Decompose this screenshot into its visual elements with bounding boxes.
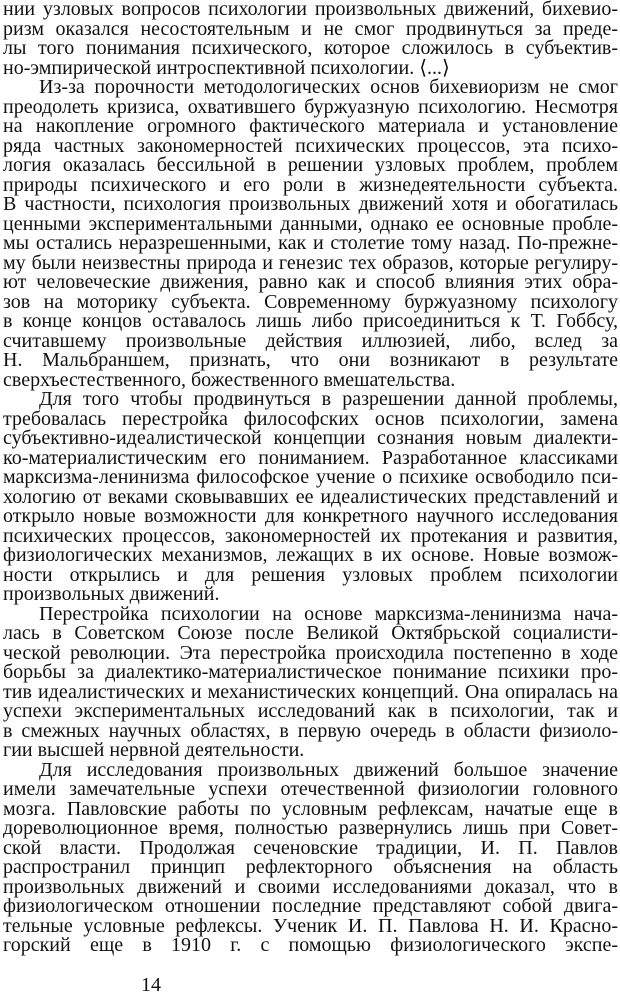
text-line: физиологических механизмов, лежащих в их основе. Новые возмож- [3,544,618,566]
text-line: сверхъестественного, божественного вмешательства. [3,368,456,391]
text-line: ской власти. Продолжая сеченовские традиции, И. П. Павлов [3,836,618,859]
paragraph-first-line: Из-за порочности методологических основ бихевиоризм не смог [39,76,618,98]
text-line: тельные условные рефлексы. Ученик И. П. Павлова Н. И. Красно- [3,914,618,937]
page-number: 14 [141,974,161,996]
text-line: в конце концов оставалось лишь либо присоединиться к Т. Гоббсу, [3,310,618,332]
text-line: марксизма-ленинизма философское учение о психике освободило пси- [3,466,618,488]
text-line: зов на моторику субъекта. Современному буржуазному психологу [3,290,618,313]
text-line: имели замечательные успехи отечественной физиологии головного [3,778,618,800]
paragraph-first-line: Перестройка психологии на основе марксизма-ленинизма нача- [39,602,618,625]
text-line: мозга. Павловские работы по условным рефлексам, начатые еще в [3,797,618,820]
paragraph-first-line: Для того чтобы продвинуться в разрешении данной проблемы, [39,388,618,410]
text-line: открыло новые возможности для конкретного научного исследования [3,505,618,527]
text-line: ности открылись и для решения узловых проблем психологии [3,563,618,586]
text-line: му были неизвестны природа и генезис тех образов, которые регулиру- [3,251,618,274]
text-line: ряда частных закономерностей психических процессов, эта психо- [3,134,618,157]
text-line: психических процессов, закономерностей их протекания и развития, [3,524,618,547]
text-line: физиологическом отношении последние представляют собой двига- [3,895,618,917]
text-line: субъективно-идеалистической концепции сознания новым диалекти- [3,427,618,449]
text-line: борьбы за диалектико-материалистическое понимание психики про- [3,661,618,683]
text-line: требовалась перестройка философских основ психологии, замена [3,407,618,430]
text-line: логия оказалась бессильной в решении узловых проблем, проблем [3,154,618,176]
text-line: лась в Советском Союзе после Великой Октябрьской социалисти- [3,622,618,644]
text-line: нии узловых вопросов психологии произвольных движений, бихевио- [3,0,618,20]
text-line: ческой революции. Эта перестройка происходила постепенно в ходе [3,641,618,664]
text-line: природы психического и его роли в жизнедеятельности субъекта. [3,173,618,196]
text-line: на накопление огромного фактического материала и установление [3,115,618,137]
text-line: ценными экспериментальными данными, однако ее основные пробле- [3,212,618,235]
text-line: успехи экспериментальных исследований как в психологии, так и [3,700,618,722]
text-line: распространил принцип рефлекторного объяснения на область [3,856,618,878]
text-line: ко-материалистическим его пониманием. Разработанное классиками [3,446,618,469]
text-line: произвольных движений и своими исследованиями доказал, что в [3,875,618,898]
text-line: В частности, психология произвольных движений хотя и обогатилась [3,193,618,215]
text-line: но-эмпирической интроспективной психологии. ⟨...⟩ [3,56,450,79]
text-line: преодолеть кризиса, охватившего буржуазную психологию. Несмотря [3,95,618,118]
text-line: Н. Мальбраншем, признать, что они возникают в результате [3,349,618,371]
text-line: дореволюционное время, полностью развернулись лишь при Совет- [3,817,618,839]
text-line: считавшему произвольные действия иллюзией, либо, вслед за [3,329,618,352]
text-line: хологию от веками сковывавших ее идеалистических представлений и [3,485,618,508]
text-line: лы того понимания психического, которое сложилось в субъектив- [3,37,618,59]
text-line: произвольных движений. [3,583,220,605]
text-line: мы остались неразрешенными, как и столетие тому назад. По-прежне- [3,232,618,254]
text-line: гии высшей нервной деятельности. [3,739,305,761]
text-line: тив идеалистических и механистических концепций. Она опиралась на [3,680,618,703]
text-line: горский еще в 1910 г. с помощью физиологического экспе- [3,934,618,956]
text-line: в смежных научных областях, в первую очередь в области физиоло- [3,719,618,742]
text-line: ризм оказался несостоятельным и не смог продвинуться за преде- [3,17,618,40]
page-body-text [3,0,618,956]
paragraph-first-line: Для исследования произвольных движений большое значение [39,758,618,781]
text-line: ют человеческие движения, равно как и способ влияния этих обра- [3,271,618,293]
